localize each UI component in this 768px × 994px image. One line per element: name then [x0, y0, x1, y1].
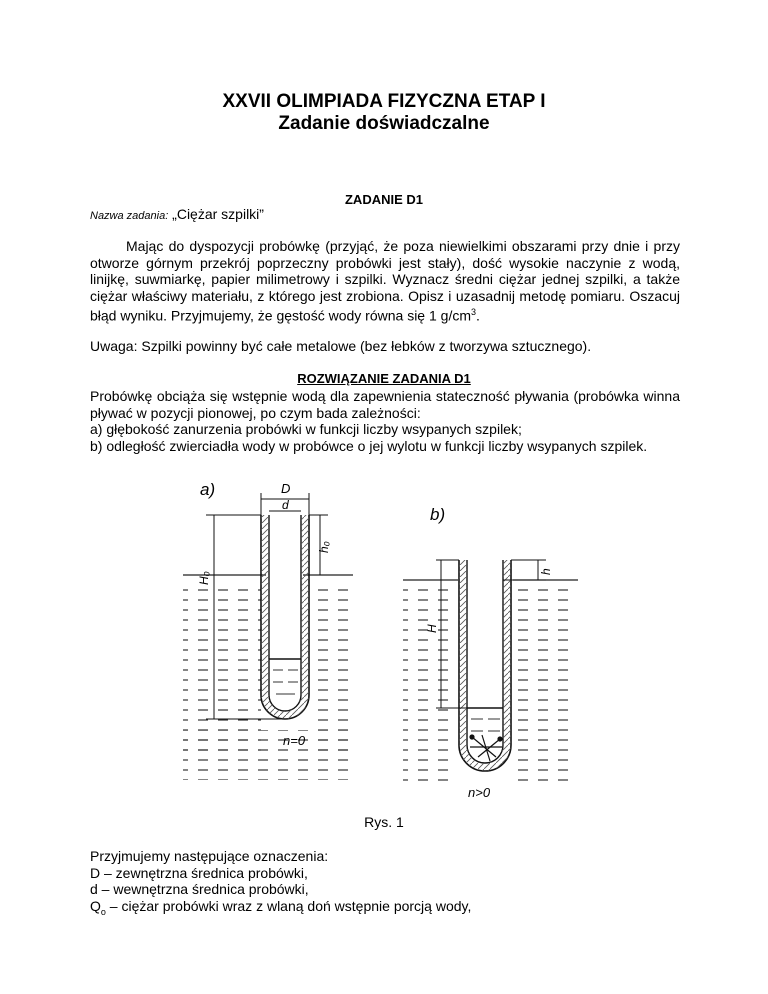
definition-D: D – zewnętrzna średnica probówki,	[90, 864, 308, 881]
figure-b-pins	[470, 735, 502, 761]
problem-unit-exponent: 3	[471, 307, 477, 318]
label-d: d	[282, 498, 289, 512]
definitions	[90, 848, 680, 920]
problem-text-end: .	[476, 308, 480, 325]
task-name-label: Nazwa zadania:	[90, 210, 169, 222]
document-title: XXVII OLIMPIADA FIZYCZNA ETAP I	[222, 91, 546, 112]
definition-Q0	[90, 898, 680, 920]
definitions-intro: Przyjmujemy następujące oznaczenia:	[90, 848, 329, 864]
problem-text: Mając do dyspozycji probówkę (przyjąć, że poza niewielkimi obszarami przy dnie i przy otworze górnym przekrój poprzeczny probówki jest stały), dość wysokie naczynie z wodą, linijkę, suwmiarkę, papier milimetrowy i szpilki. Wyznacz średni ciężar jednej szpilki, a także ciężar właściwy materiału, z którego jest zrobiona. Opisz i uzasadnij metodę pomiaru. Oszacuj błąd wyniku. Przyjmujemy, że gęstość wody równa się 1 g/cm	[90, 238, 680, 325]
solution-item-a: a) głębokość zanurzenia probówki w funkcji liczby wsypanych szpilek;	[90, 421, 522, 438]
solution-item-b: b) odległość zwierciadła wody w probówce o jej wylotu w funkcji liczby wsypanych szpilek.	[90, 437, 648, 454]
label-n-positive: n>0	[468, 785, 491, 800]
label-h0: h₀	[317, 541, 331, 553]
figure-caption: Rys. 1	[364, 814, 404, 830]
figure-a-dimension-h0	[309, 515, 331, 575]
solution-intro	[90, 388, 680, 454]
definition-Q0-subscript: o	[100, 906, 106, 917]
figure-a	[183, 480, 353, 780]
task-heading: ZADANIE D1	[344, 192, 423, 207]
figure-b-inner-water	[467, 708, 503, 731]
label-n0: n=0	[283, 733, 306, 748]
task-name-value: „Ciężar szpilki”	[172, 206, 264, 222]
label-D: D	[281, 481, 291, 496]
figure-a-dimension-d	[269, 498, 301, 512]
figure-a-label: a)	[200, 480, 216, 499]
label-H0: H₀	[197, 571, 211, 585]
task-name	[90, 206, 264, 222]
document-subtitle: Zadanie doświadczalne	[278, 113, 490, 134]
figure-b-outer-water	[403, 580, 578, 787]
definition-Q0-text: – ciężar probówki wraz z wlaną doń wstępnie porcją wody,	[105, 897, 472, 914]
test-tube-figure	[178, 475, 578, 805]
problem-statement	[90, 238, 680, 325]
figure-a-inner-water	[269, 659, 301, 694]
figure-b	[403, 505, 578, 800]
solution-intro-text: Probówkę obciąża się wstępnie wodą dla zapewnienia stateczność pływania (probówka winna pływać w pozycji pionowej, po czym bada zależności:	[90, 388, 680, 421]
label-h: h	[539, 568, 553, 575]
definition-Q0-symbol: Q	[90, 897, 101, 914]
definition-d: d – wewnętrzna średnica probówki,	[90, 881, 309, 898]
figure-b-tube-inner	[467, 560, 503, 763]
figure-b-label: b)	[430, 505, 446, 524]
solution-heading: ROZWIĄZANIE ZADANIA D1	[297, 371, 471, 386]
label-H: H	[425, 624, 439, 633]
note-paragraph: Uwaga: Szpilki powinny być całe metalowe (bez łebków z tworzywa sztucznego).	[90, 338, 592, 354]
